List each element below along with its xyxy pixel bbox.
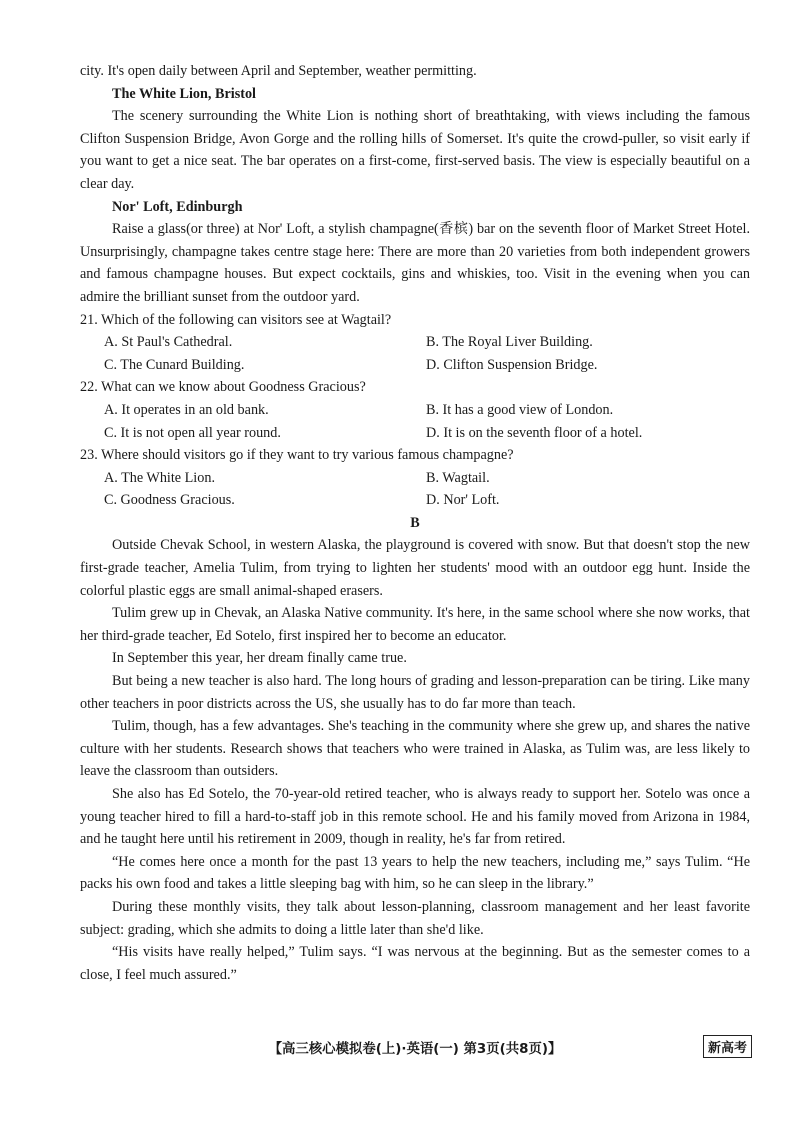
option-d: D. Nor' Loft. — [426, 492, 500, 509]
option-a: A. St Paul's Cathedral. — [104, 334, 233, 351]
option-b: B. Wagtail. — [426, 469, 490, 486]
question-23 — [80, 444, 750, 512]
question-options — [80, 399, 750, 444]
option-c: C. The Cunard Building. — [104, 356, 245, 373]
question-22 — [80, 376, 750, 444]
passage-a-tail-intro: city. It's open daily between April and September, weather permitting. — [80, 63, 477, 79]
question-options — [80, 467, 750, 512]
option-a: A. It operates in an old bank. — [104, 401, 269, 418]
section-b-paragraph: “He comes here once a month for the past 13 years to help the new teachers, including me,” says Tulim. “He packs his own food and takes a little sleeping bag with him, so he can sleep in the library.” — [80, 853, 750, 893]
page-footer — [80, 1035, 750, 1059]
question-stem: 21. Which of the following can visitors see at Wagtail? — [80, 311, 392, 328]
question-options — [80, 331, 750, 376]
option-b: B. It has a good view of London. — [426, 401, 614, 418]
section-b-paragraph: In September this year, her dream finally came true. — [112, 650, 407, 667]
section-b-paragraph: Tulim grew up in Chevak, an Alaska Native community. It's here, in the same school where she now works, that her third-grade teacher, Ed Sotelo, first inspired her to become an educator. — [80, 605, 750, 644]
footer-text: 【高三核心模拟卷(上)·英语(一) 第3页(共8页)】 — [268, 1042, 562, 1057]
section-b-paragraph: Outside Chevak School, in western Alaska, the playground is covered with snow. But that doesn't stop the new first-grade teacher, Amelia Tulim, from trying to lighten her students' mood with an outdoor egg hunt. Inside the colorful plastic eggs are small animal-shaped erasers. — [80, 537, 750, 599]
section-b-paragraph: “His visits have really helped,” Tulim says. “I was nervous at the beginning. But as the semester comes to a close, I feel much assured.” — [80, 944, 750, 983]
question-21 — [80, 309, 750, 377]
question-stem: 22. What can we know about Goodness Gracious? — [80, 379, 366, 396]
nor-loft-heading: Nor' Loft, Edinburgh — [112, 198, 243, 215]
question-stem: 23. Where should visitors go if they want to try various famous champagne? — [80, 447, 514, 464]
section-b-paragraph: But being a new teacher is also hard. The long hours of grading and lesson-preparation can be tiring. Like many other teachers in poor districts across the US, she usually has to do far more than teach. — [80, 673, 750, 712]
option-d: D. It is on the seventh floor of a hotel. — [426, 424, 643, 441]
section-b-paragraph: She also has Ed Sotelo, the 70-year-old retired teacher, who is always ready to support her. Sotelo was once a young teacher hired to fill a hard-to-staff job in this remote school. He and his family moved from Arizona in 1984, and he taught here until his retirement in 2009, though in reality, he's far from retired. — [80, 786, 750, 848]
section-b-paragraph: Tulim, though, has a few advantages. She's teaching in the community where she grew up, and shares the native culture with her students. Research shows that teachers who were trained in Alaska, as Tulim was, are less likely to leave the classroom than outsiders. — [80, 718, 750, 780]
nor-loft-text: Raise a glass(or three) at Nor' Loft, a stylish champagne(香槟) bar on the seventh floor of Market Street Hotel. Unsurprisingly, champagne takes centre stage here: There are more than 20 varieties from both independent growers and famous champagne houses. But expect cocktails, gins and whiskies, too. Visit in the evening when you can admire the brilliant sunset from the outdoor yard. — [80, 221, 750, 305]
option-c: C. It is not open all year round. — [104, 424, 281, 441]
section-b-title: B — [410, 514, 420, 531]
option-a: A. The White Lion. — [104, 469, 215, 486]
option-b: B. The Royal Liver Building. — [426, 334, 593, 351]
white-lion-heading: The White Lion, Bristol — [112, 85, 256, 102]
option-d: D. Clifton Suspension Bridge. — [426, 356, 598, 373]
page-content — [80, 60, 750, 986]
option-c: C. Goodness Gracious. — [104, 492, 235, 509]
white-lion-text: The scenery surrounding the White Lion is nothing short of breathtaking, with views including the famous Clifton Suspension Bridge, Avon Gorge and the rolling hills of Somerset. It's quite the crowd-puller, so visit early if you want to get a nice seat. The bar operates on a first-come, first-served basis. The view is especially beautiful on a clear day. — [80, 108, 750, 192]
section-b-paragraph: During these monthly visits, they talk about lesson-planning, classroom management and her least favorite subject: grading, which she admits to doing a little later than she'd like. — [80, 898, 750, 938]
exam-type-badge: 新高考 — [703, 1035, 752, 1058]
